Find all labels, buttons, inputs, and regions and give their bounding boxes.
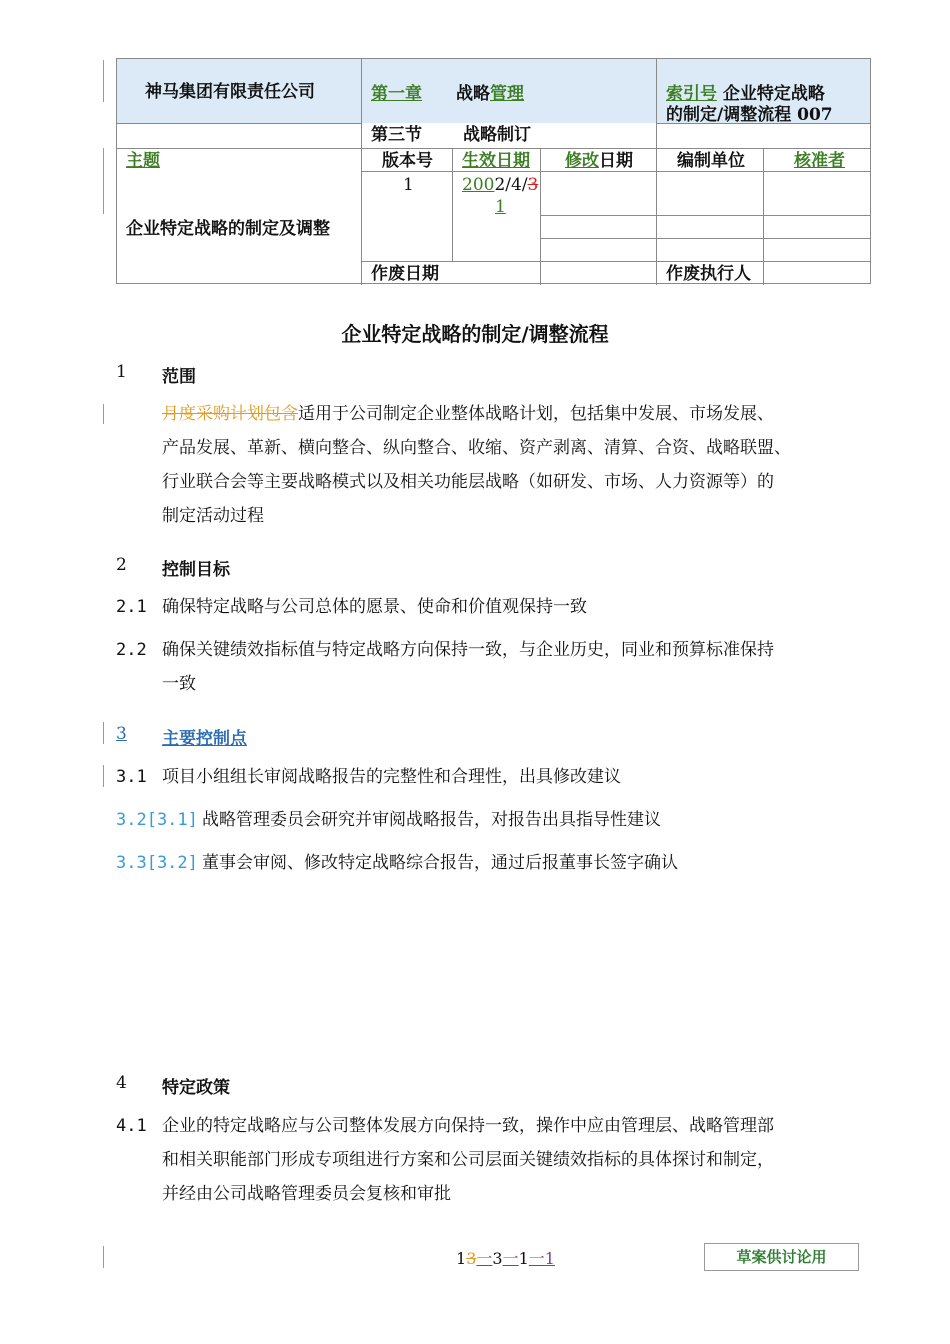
company-name: 神马集团有限责任公司 [145,82,315,102]
unit-label: 编制单位 [677,151,745,171]
section-2-title: 控制目标 [162,560,230,580]
section-4-number: 4 [116,1073,127,1093]
change-bar [103,1246,104,1268]
section-name: 战略制订 [463,125,531,145]
item-3-2-text: 战略管理委员会研究并审阅战略报告，对报告出具指导性建议 [202,810,661,830]
subject-label: 主题 [126,151,160,171]
version-value: 1 [403,175,414,195]
item-2-2-text: 确保关键绩效指标值与特定战略方向保持一致，与企业历史，同业和预算标准保持 一致 [162,640,774,694]
index-value-2: 的制定/调整流程 007 [666,105,833,125]
section-1-number: 1 [116,362,127,382]
change-bar [103,404,104,424]
document-title: 企业特定战略的制定/调整流程 [341,322,609,346]
section-label: 第三节 [371,125,422,145]
item-2-2-number: 2.2 [116,640,147,660]
change-bar [103,148,104,214]
section-1-paragraph: 月度采购计划包含适用于公司制定企业整体战略计划，包括集中发展、市场发展、 产品发展、革新、横向整合、纵向整合、收缩、资产剥离、清算、合资、战略联盟、 行业联合会等主要战略模式以及相关功能层战略（如研发、市场、人力资源等）的 制定活动过程 [162,404,791,526]
item-3-1-number: 3.1 [116,767,147,787]
change-bar [103,60,104,102]
section-4-title: 特定政策 [162,1078,230,1098]
index-label: 索引号 [666,84,717,104]
header-table [116,58,871,284]
approver-label: 核准者 [794,151,845,171]
chapter-heading [371,83,524,105]
void-executor-label: 作废执行人 [666,264,751,284]
version-label: 版本号 [382,151,433,171]
modify-date-label: 修改日期 [565,151,633,171]
chapter-label: 第一章 [371,84,422,104]
effective-date-label: 生效日期 [462,151,530,171]
effective-date-value-cont: 1 [495,197,506,217]
section-2-number: 2 [116,555,127,575]
item-3-1-text: 项目小组组长审阅战略报告的完整性和合理性，出具修改建议 [162,767,621,787]
item-4-1-number: 4.1 [116,1116,147,1136]
item-3-3-number: 3.3[3.2] [116,853,198,873]
chapter-name-b: 管理 [490,84,524,104]
item-2-1-text: 确保特定战略与公司总体的愿景、使命和价值观保持一致 [162,597,587,617]
index-value-1: 企业特定战略 [722,84,825,104]
section-3-title: 主要控制点 [162,729,247,749]
page-number: 13一3一1一1 [456,1249,555,1268]
deleted-text: 月度采购计划包含 [162,404,298,424]
section-3-number: 3 [116,724,127,744]
effective-date-value: 2002/4/3 [462,175,539,195]
item-3-2-number: 3.2[3.1] [116,810,198,830]
subject-value: 企业特定战略的制定及调整 [126,219,330,239]
section-1-title: 范围 [162,367,196,387]
void-date-label: 作废日期 [371,264,439,284]
change-bar [103,722,104,744]
item-2-1-number: 2.1 [116,597,147,617]
item-3-3-text: 董事会审阅、修改特定战略综合报告，通过后报董事长签字确认 [202,853,678,873]
chapter-name-a: 战略 [456,84,490,104]
draft-stamp: 草案供讨论用 [704,1243,859,1271]
index-heading [666,83,825,105]
change-bar [103,765,104,787]
item-4-1-text: 企业的特定战略应与公司整体发展方向保持一致，操作中应由管理层、战略管理部 和相关职能部门形成专项组进行方案和公司层面关键绩效指标的具体探讨和制定， 并经由公司战略管理委员会复核和审批 [162,1116,774,1204]
